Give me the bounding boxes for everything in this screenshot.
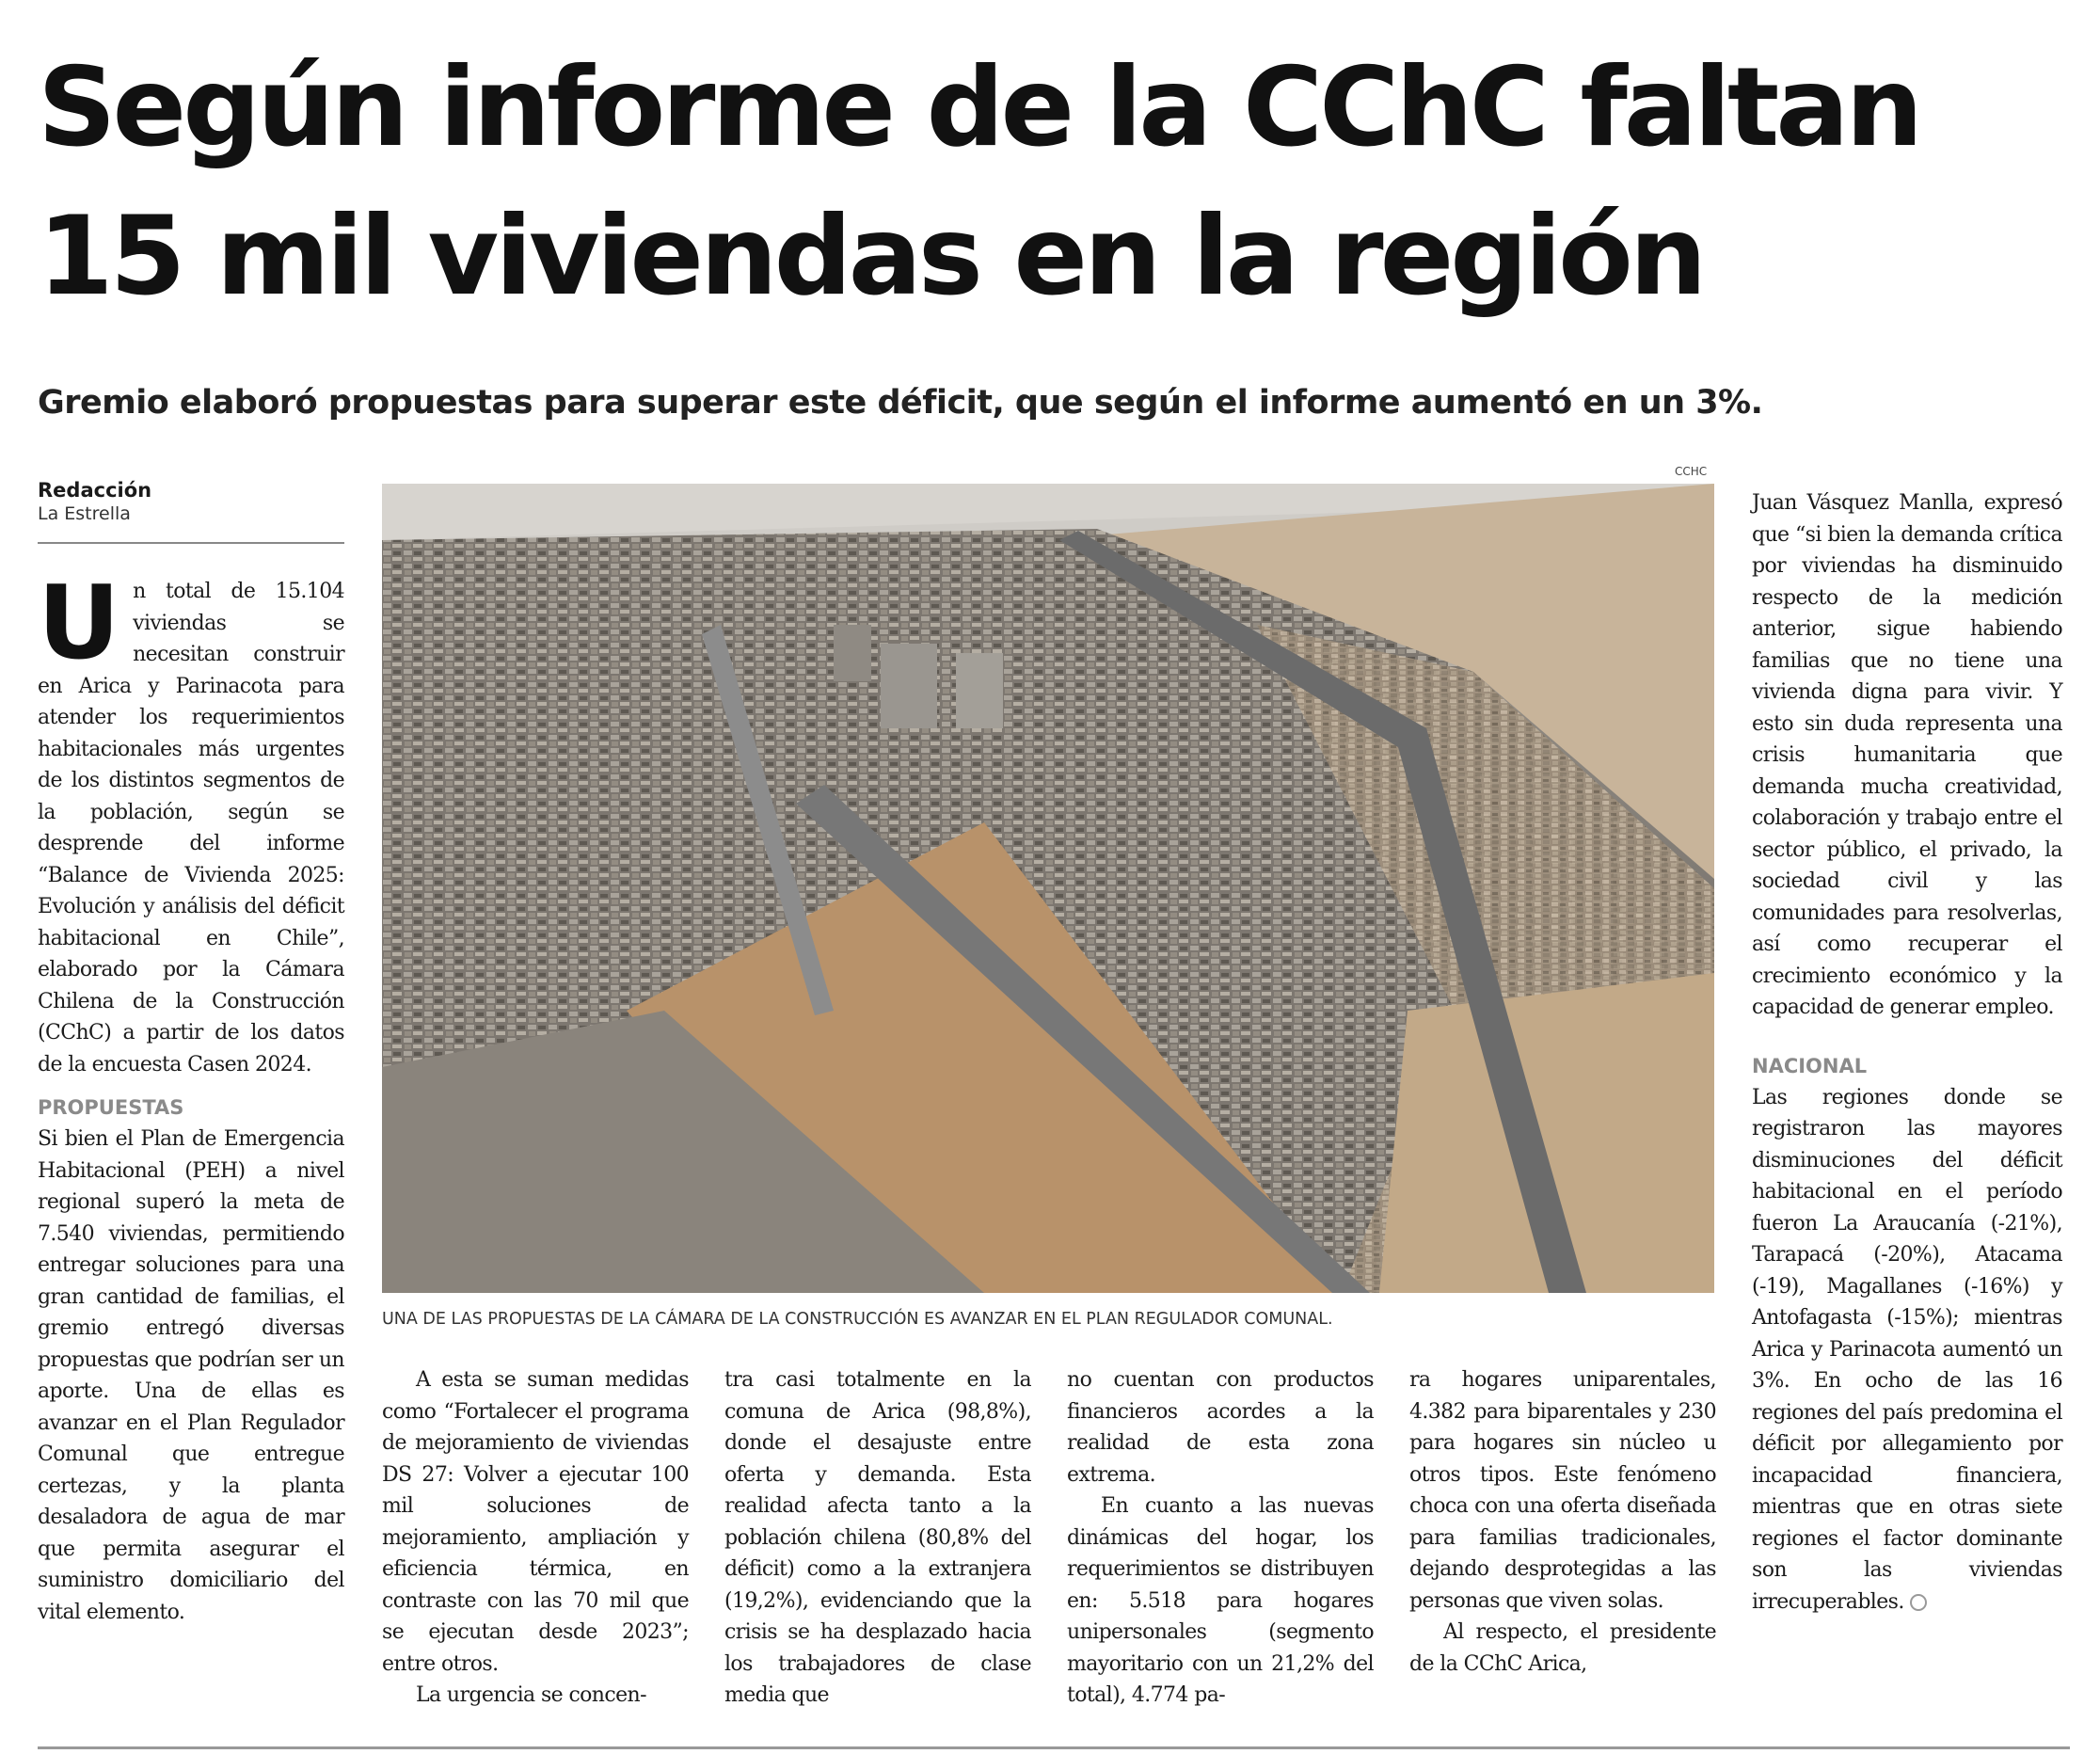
paragraph-dinamicas: En cuanto a las nuevas dinámicas del hogar, los requerimientos se distribuyen en: 5.518 para hogares unipersonales (segmento mayoritario con un 21,2% del total), 4.774 pa- (1067, 1494, 1374, 1707)
paragraph-nacional-text: Las regiones donde se registraron las mayores disminuciones del déficit habitacional en el período fueron La Araucanía (-21%), Tarapacá (-20%), Atacama (-19), Magallanes (-16%) y Antofagasta (-15%); mientras Arica y Parinacota aumentó un 3%. En ocho de las 16 regiones del país predomina el déficit por allegamiento por incapacidad financiera, mientras que en otras siete regiones el factor dominante son las viviendas irrecuperables. (1752, 1085, 2062, 1614)
lead-paragraph (38, 565, 344, 1080)
paragraph-quote: Juan Vásquez Manlla, expresó que “si bien la demanda crítica por viviendas ha disminuido respecto de la medición anterior, sigue habiendo familias que no tiene una vivienda digna para vivir. Y esto sin duda representa una crisis humanitaria que demanda mucha creatividad, colaboración y trabajo entre el sector público, el privado, la sociedad civil y las comunidades para resolverlas, así como recuperar el crecimiento económico y la capacidad de generar empleo. (1752, 491, 2062, 1019)
paragraph-hogares: ra hogares uniparentales, 4.382 para biparentales y 230 para hogares sin núcleo u otros tipos. Este fenómeno choca con una oferta diseñada para familias tradicionales, dejando desprotegidas a las personas que viven solas. (1409, 1368, 1716, 1613)
article-column-3 (724, 1364, 1031, 1712)
headline-line-2: 15 mil viviendas en la región (38, 193, 1704, 320)
headline (38, 34, 2070, 331)
aerial-photo-illustration (382, 484, 1714, 1293)
article-column-6 (1752, 487, 2062, 1618)
paragraph-urgencia-cont: tra casi totalmente en la comuna de Arica (98,8%), donde el desajuste entre oferta y demanda. Esta realidad afecta tanto a la población chilena (80,8% del déficit) como a la extranjera (19,2%), evidenciando que la crisis se ha desplazado hacia los trabajadores de clase media que (724, 1368, 1031, 1707)
byline-author: Redacción (38, 479, 152, 502)
byline (38, 478, 344, 525)
article-column-1 (38, 565, 344, 1628)
article-column-4 (1067, 1364, 1374, 1712)
end-of-article-icon (1910, 1594, 1927, 1611)
subheadline: Gremio elaboró propuestas para superar este déficit, que según el informe aumentó en un 3%. (38, 384, 1763, 422)
article-column-5 (1409, 1364, 1716, 1680)
section-heading-propuestas: PROPUESTAS (38, 1096, 184, 1119)
article-column-2 (382, 1364, 689, 1712)
bottom-divider (38, 1746, 2070, 1749)
paragraph-productos: no cuentan con productos financieros acordes a la realidad de esta zona extrema. (1067, 1368, 1374, 1487)
photo-credit: CCHC (1675, 465, 1708, 478)
paragraph-nacional (1752, 1082, 2062, 1618)
lead-paragraph-text: n total de 15.104 viviendas se necesitan construir en Arica y Parinacota para atender los requerimientos habitacionales más urgentes de los distintos segmentos de la población, según se desprende del informe “Balance de Vivienda 2025: Evolución y análisis del déficit habitacional en Chile”, elaborado por la Cámara Chilena de la Construcción (CChC) a partir de los datos de la encuesta Casen 2024. (38, 580, 344, 1076)
headline-line-1: Según informe de la CChC faltan (38, 44, 1920, 171)
drop-cap: U (38, 565, 120, 682)
photo-caption: UNA DE LAS PROPUESTAS DE LA CÁMARA DE LA CONSTRUCCIÓN ES AVANZAR EN EL PLAN REGULADOR COMUNAL. (382, 1310, 1333, 1329)
section-heading-nacional: NACIONAL (1752, 1054, 1868, 1077)
paragraph-propuestas: Si bien el Plan de Emergencia Habitacional (PEH) a nivel regional superó la meta de 7.540 viviendas, permitiendo entregar soluciones para una gran cantidad de familias, el gremio entregó diversas propuestas que podrían ser un aporte. Una de ellas es avanzar en el Plan Regulador Comunal que entregue certezas, y la planta desaladora de agua de mar que permita asegurar el suministro domiciliario del vital elemento. (38, 1127, 344, 1624)
aerial-city-photo (382, 484, 1714, 1293)
paragraph-al-respecto: Al respecto, el presidente de la CChC Arica, (1409, 1620, 1716, 1676)
paragraph-medidas: A esta se suman medidas como “Fortalecer el programa de mejoramiento de viviendas DS 27: Volver a ejecutar 100 mil soluciones de mejoramiento, ampliación y eficiencia térmica, en contraste con las 70 mil que se ejecutan desde 2023”; entre otros. (382, 1368, 689, 1676)
byline-outlet: La Estrella (38, 503, 131, 524)
byline-divider (38, 542, 344, 544)
paragraph-urgencia-start: La urgencia se concen- (416, 1683, 646, 1707)
